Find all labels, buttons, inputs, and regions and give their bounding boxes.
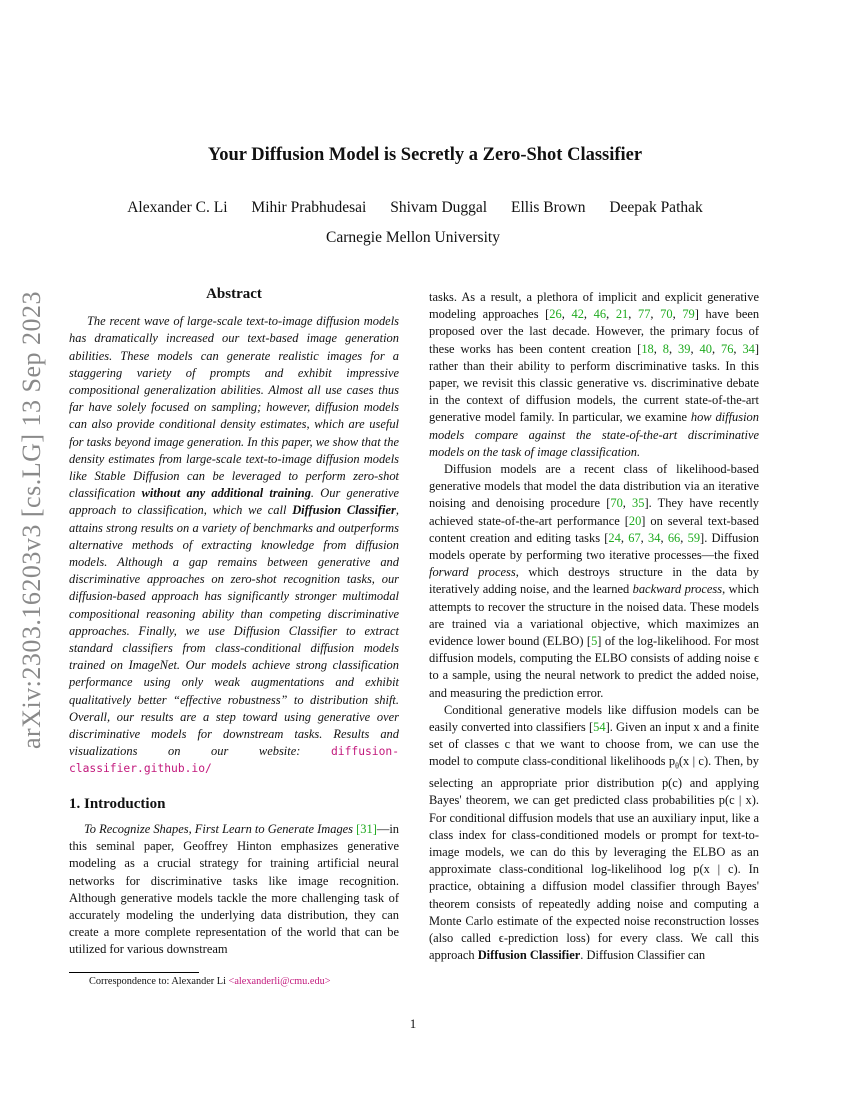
author: Deepak Pathak: [609, 199, 703, 216]
intro-paragraph: To Recognize Shapes, First Learn to Generate Images [31]—in this seminal paper, Geoffrey Hinton emphasizes generative modeling as a crucial strategy for training artificial neural networks for discriminative tasks like image recognition. Although generative models tackle the more challenging task of accurately modeling the underlying data distribution, they can create a more complete representation of the world that can be utilized for various downstream: [69, 821, 400, 957]
citation-link[interactable]: 66: [667, 530, 681, 545]
intro-heading: 1. Introduction: [69, 795, 166, 812]
citation-link[interactable]: 42: [571, 307, 584, 322]
right-paragraph-3: Conditional generative models like diffusion models can be easily converted into classifiers [54]. Given an input x and a finite set of classes c that we want to choose from, we can use the model to compute class-conditional likelihoods $p_\theta(x$ | c). Then, by selecting an appropriate prior distribution p(c) and applying Bayes' theorem, we can get predicted class probabilities p(c | x). For conditional diffusion models that use an auxiliary input, like a class index for class-conditioned models or prompt for text-to-image models, we can do this by leveraging the ELBO as an approximate class-conditional log-likelihood log p(x | c). In practice, obtaining a diffusion model classifier through Bayes' theorem consists of repeatedly adding noise and computing a Monte Carlo estimate of the expected noise reconstruction losses (also called ϵ-prediction loss) for every class. We call this approach Diffusion Classifier. Diffusion Classifier can: [429, 702, 759, 963]
citation-link[interactable]: 34: [648, 530, 661, 545]
citation-link[interactable]: 59: [687, 530, 701, 545]
citation-link[interactable]: 21: [615, 307, 629, 322]
citation-link[interactable]: 34: [742, 341, 755, 356]
citation-link[interactable]: 35: [632, 496, 645, 511]
abstract-heading: Abstract: [206, 286, 262, 302]
author: Alexander C. Li: [127, 199, 228, 216]
right-paragraph-1: tasks. As a result, a plethora of implicit and explicit generative modeling approaches [26, 42, 46, 21, 77, 70, 79] have been proposed over the last decade. However, the primary focus of these works has been content creation [18, 8, 39, 40, 76, 34] rather than their ability to perform discriminative tasks. In this paper, we revisit this classic generative vs. discriminative debate in the context of diffusion models, the current state-of-the-art generative model family. In particular, we examine how diffusion models compare against the state-of-the-art discriminative models on the task of image classification.: [429, 290, 760, 459]
citation-link[interactable]: 40: [699, 341, 712, 356]
citation-link[interactable]: 20: [628, 513, 642, 528]
website-link[interactable]: diffusion-classifier.github.io/: [69, 745, 399, 776]
right-paragraph-2: Diffusion models are a recent class of likelihood-based generative models that model the data distribution via an iterative noising and denoising procedure [70, 35]. They have recently achieved state-of-the-art performance [20] on several text-based content creation and editing tasks [24, 67, 34, 66, 59]. Diffusion models operate by performing two iterative processes—the fixed forward process, which destroys structure in the data by iteratively adding noise, and the learned backward process, which attempts to recover the structure in the noised data. These models are trained via a variational objective, which maximizes an evidence lower bound (ELBO) [5] of the log-likelihood. For most diffusion models, computing the ELBO consists of adding noise ϵ to a sample, using the neural network to predict the added noise, and measuring the prediction error.: [429, 462, 759, 700]
author-list: [0, 199, 830, 217]
footnote: Correspondence to: Alexander Li <alexanderli@cmu.edu>: [89, 976, 331, 987]
right-column: [429, 289, 759, 964]
citation-link[interactable]: 77: [637, 307, 651, 322]
arxiv-watermark: [12, 290, 52, 750]
page-number: 1: [409, 1016, 417, 1031]
citation-link[interactable]: 24: [608, 530, 621, 545]
citation-link[interactable]: [31]: [356, 821, 377, 836]
email-link[interactable]: <alexanderli@cmu.edu>: [228, 976, 331, 987]
citation-link[interactable]: 67: [628, 530, 641, 545]
author: Mihir Prabhudesai: [251, 199, 367, 216]
citation-link[interactable]: 70: [660, 307, 673, 322]
left-column: [69, 286, 399, 959]
citation-link[interactable]: 8: [662, 341, 669, 356]
author: Ellis Brown: [510, 199, 586, 216]
citation-link[interactable]: 5: [591, 634, 598, 649]
footnote-rule: [69, 972, 199, 973]
citation-link[interactable]: 39: [678, 341, 691, 356]
citation-link[interactable]: 76: [720, 341, 734, 356]
citation-link[interactable]: 18: [641, 341, 654, 356]
abstract-text: The recent wave of large-scale text-to-image diffusion models has dramatically increased our text-based image generation abilities. These models can generate realistic images for a staggering variety of prompts and exhibit impressive compositional generalization abilities. Almost all use cases thus far have solely focused on sampling; however, diffusion models can also provide conditional density estimates, which are useful for tasks beyond image generation. In this paper, we show that the density estimates from large-scale text-to-image diffusion models like Stable Diffusion can be leveraged to perform zero-shot classification without any additional training. Our generative approach to classification, which we call Diffusion Classifier, attains strong results on a variety of benchmarks and outperforms alternative methods of extracting knowledge from diffusion models. Although a gap remains between generative and discriminative approaches on zero-shot recognition tasks, our diffusion-based approach has significantly stronger multimodal compositional reasoning ability than competing discriminative approaches. Finally, we use Diffusion Classifier to extract standard classifiers from class-conditional diffusion models trained on ImageNet. Our models achieve strong classification performance using only weak augmentations and exhibit qualitatively better “effective robustness” to distribution shift. Overall, our results are a step toward using generative over discriminative models for downstream tasks. Results and visualizations on our website: diffusion-classifier.github.io/: [69, 314, 400, 776]
author: Shivam Duggal: [390, 199, 488, 216]
paper-title: Your Diffusion Model is Secretly a Zero-Shot Classifier: [207, 145, 643, 165]
citation-link[interactable]: 26: [549, 307, 562, 322]
affiliation: Carnegie Mellon University: [326, 229, 500, 246]
citation-link[interactable]: 70: [610, 496, 623, 511]
citation-link[interactable]: 79: [682, 307, 695, 322]
citation-link[interactable]: 54: [593, 720, 606, 735]
arxiv-id: arXiv:2303.16203v3 [cs.LG] 13 Sep 2023: [17, 290, 46, 750]
citation-link[interactable]: 46: [593, 307, 607, 322]
